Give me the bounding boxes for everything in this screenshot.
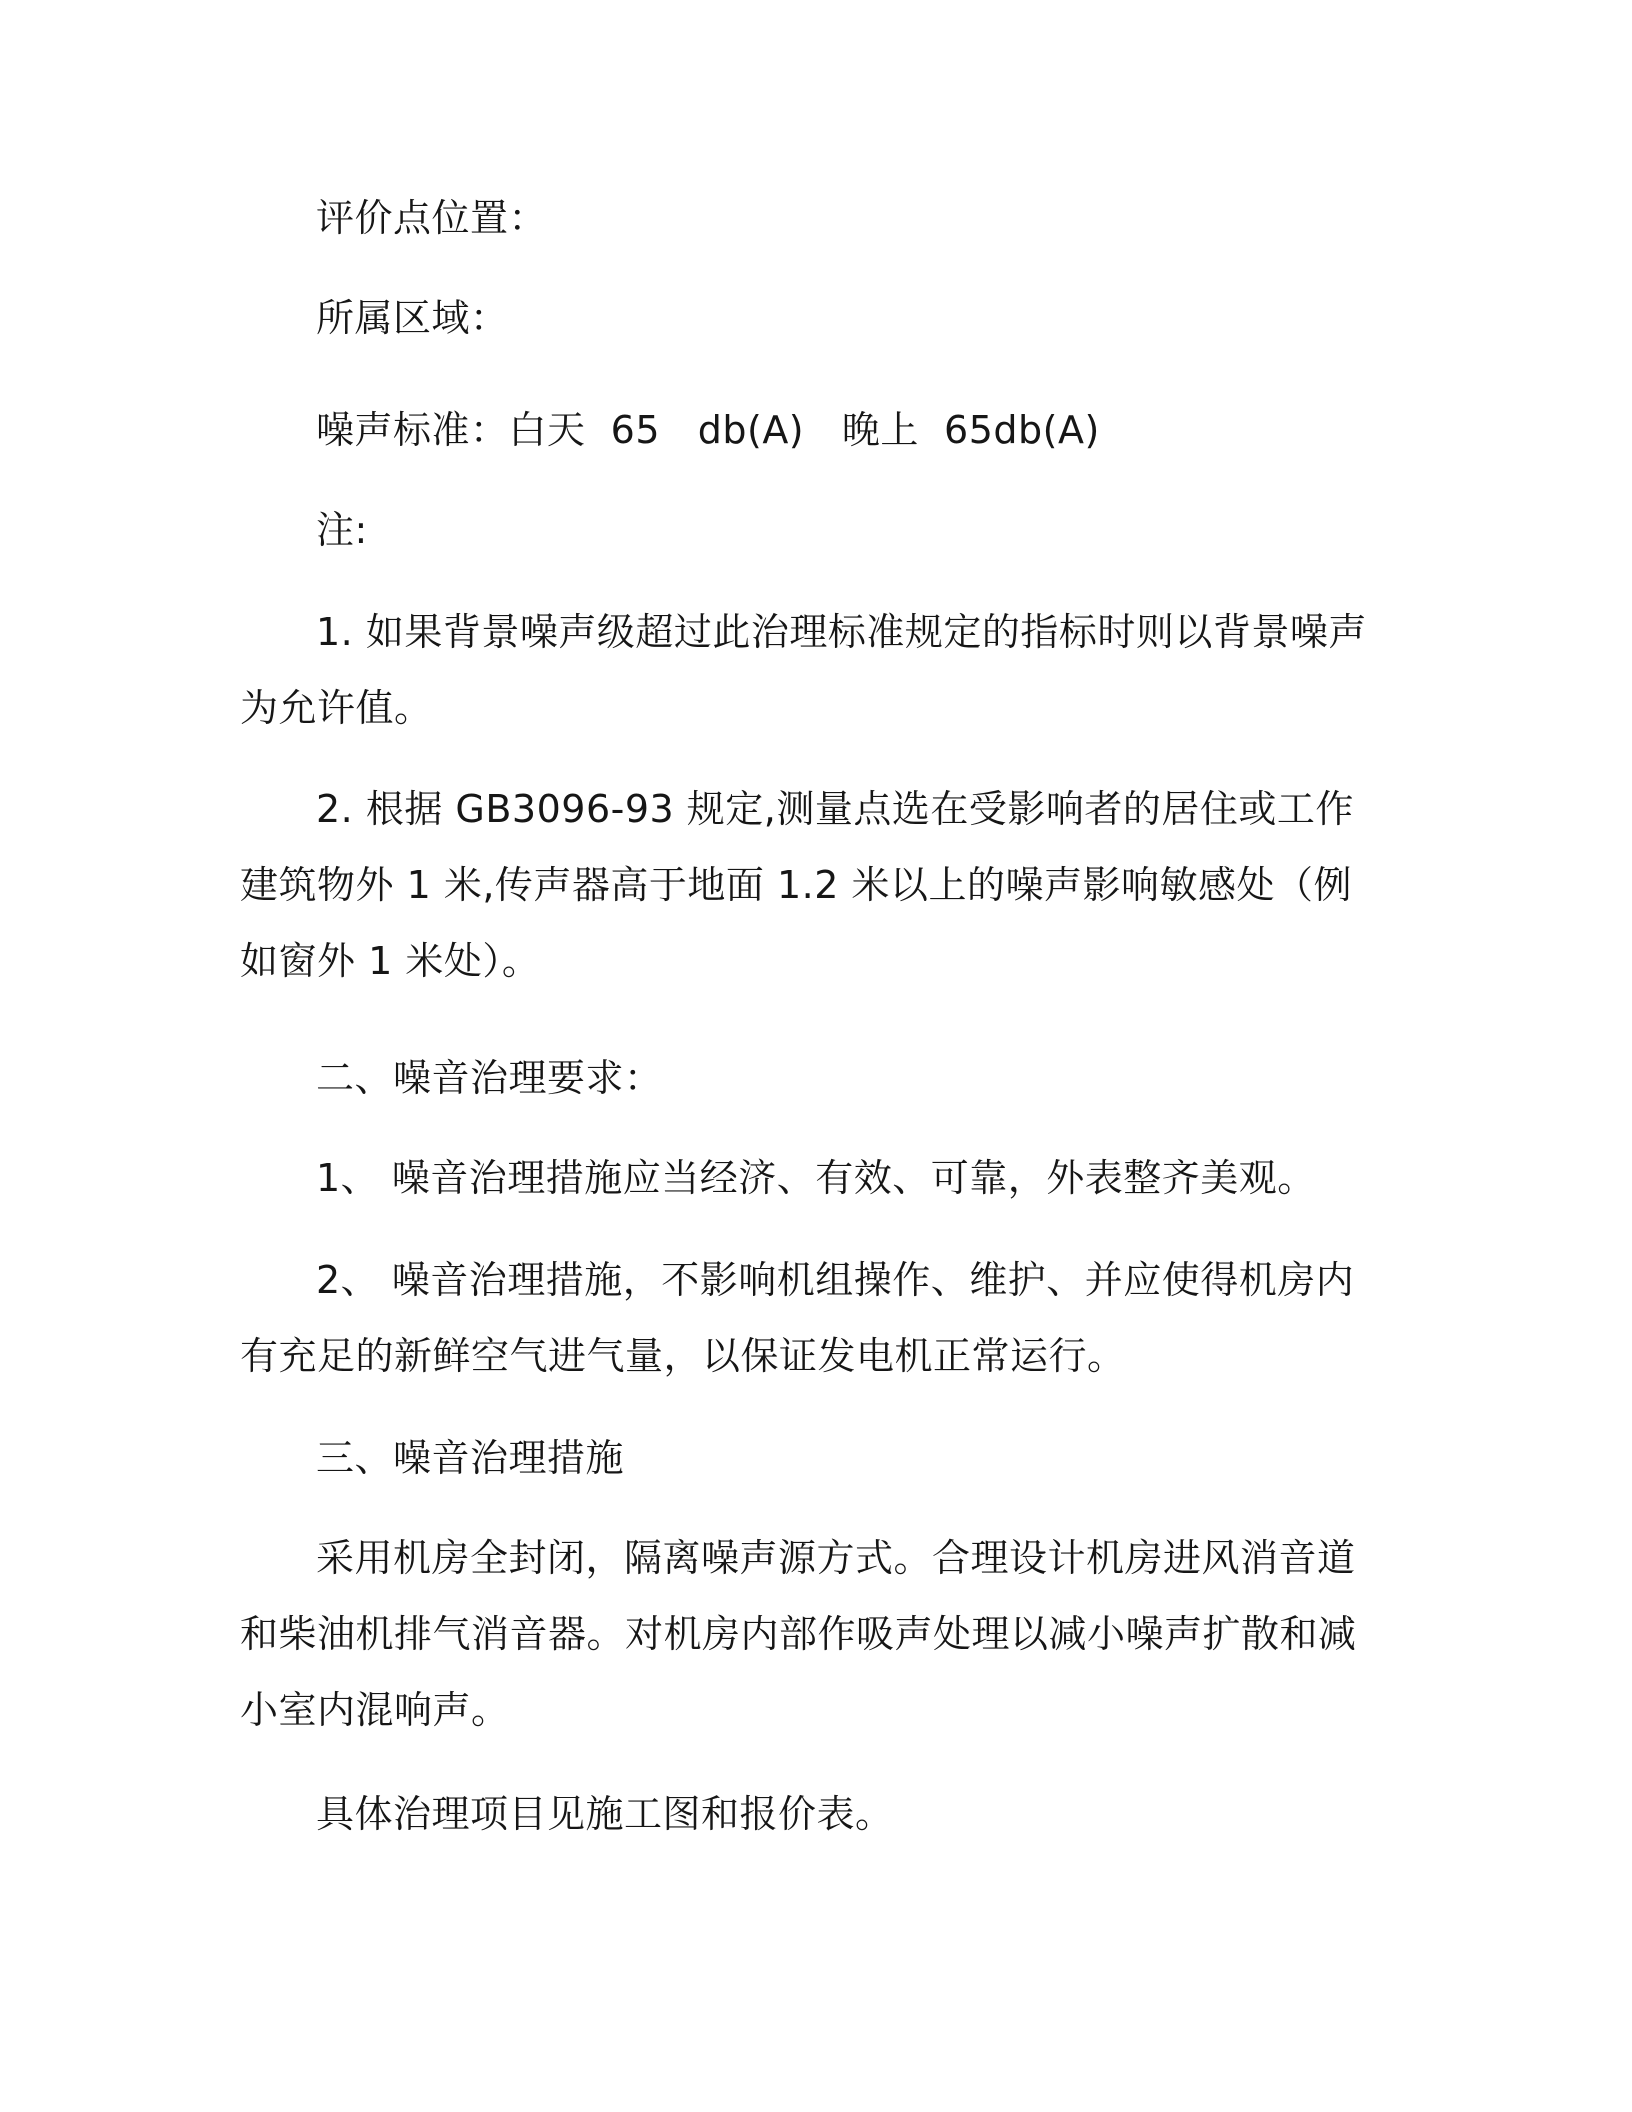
requirement-item-2: 2、 噪音治理措施，不影响机组操作、维护、并应使得机房内有充足的新鲜空气进气量，以保证发电机正常运行。 bbox=[240, 1258, 1355, 1378]
note-item-1: 1. 如果背景噪声级超过此治理标准规定的指标时则以背景噪声为允许值。 bbox=[240, 610, 1367, 730]
eval-location-line: 评价点位置： bbox=[316, 196, 548, 240]
note-item-2: 2. 根据 GB3096-93 规定,测量点选在受影响者的居住或工作建筑物外 1 米,传声器高于地面 1.2 米以上的噪声影响敏感处（例如窗外 1 米处）。 bbox=[240, 787, 1354, 983]
measures-paragraph: 采用机房全封闭，隔离噪声源方式。合理设计机房进风消音道和柴油机排气消音器。对机房内部作吸声处理以减小噪声扩散和减小室内混响声。 bbox=[240, 1536, 1357, 1732]
note-label: 注: bbox=[316, 508, 368, 552]
region-line: 所属区域： bbox=[316, 296, 509, 340]
section-3-title: 三、噪音治理措施 bbox=[316, 1436, 625, 1480]
noise-standard-line: 噪声标准：白天 65 db(A) 晚上 65db(A) bbox=[316, 408, 1100, 452]
section-2-title: 二、噪音治理要求： bbox=[316, 1056, 663, 1100]
closing-line: 具体治理项目见施工图和报价表。 bbox=[316, 1792, 894, 1836]
requirement-item-1: 1、 噪音治理措施应当经济、有效、可靠，外表整齐美观。 bbox=[316, 1156, 1316, 1200]
